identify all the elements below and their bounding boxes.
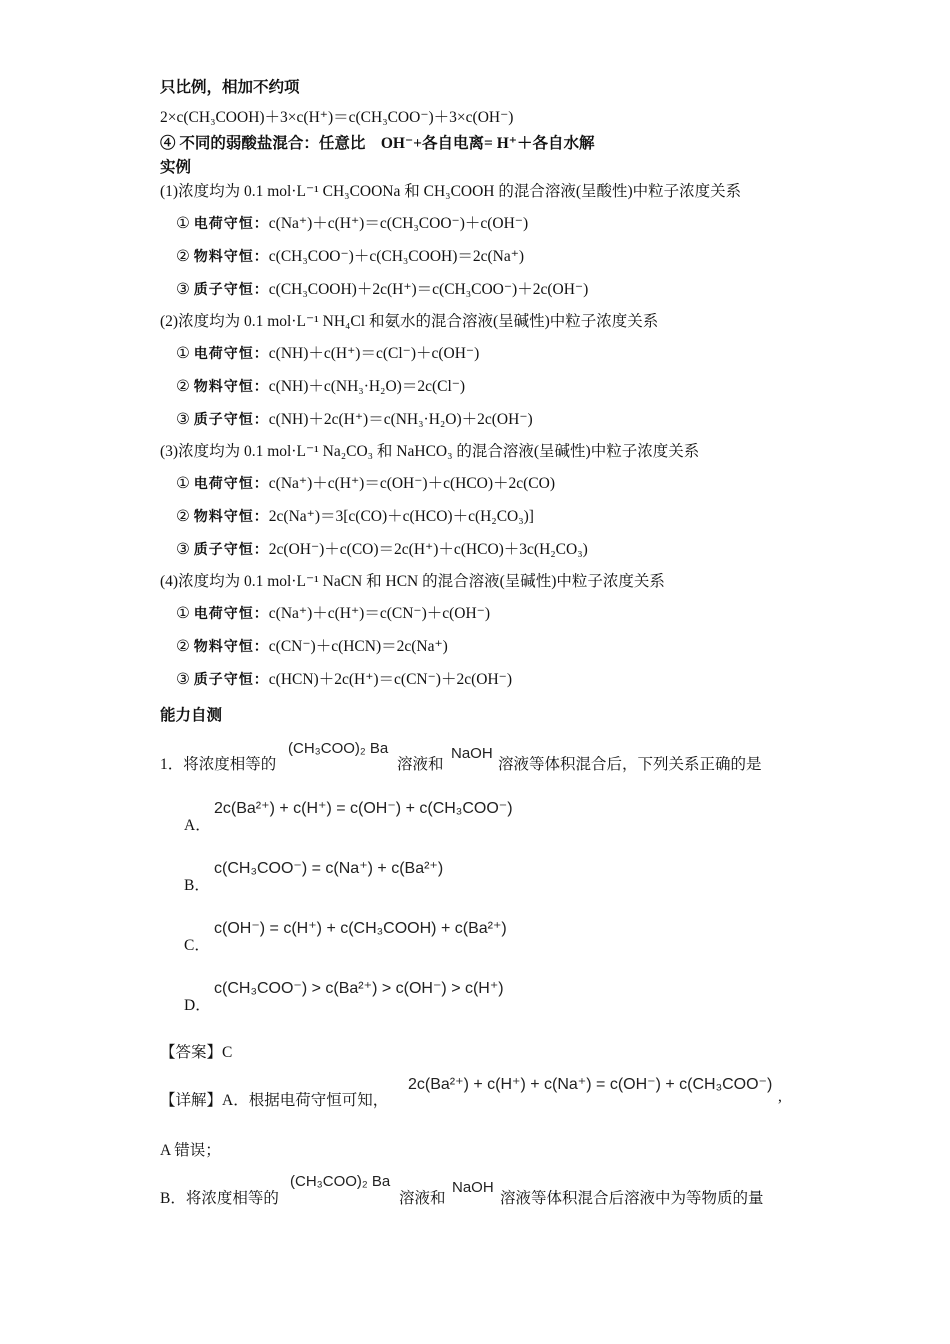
conservation-label: 质子守恒：: [193, 412, 269, 428]
conservation-row: [176, 344, 479, 364]
self-test-heading: 能力自测: [160, 707, 223, 724]
detail-math: 2c(Ba²⁺) + c(H⁺) + c(Na⁺) = c(OH⁻) + c(CH₃COO⁻): [408, 1076, 773, 1093]
row-number: ②: [176, 508, 190, 525]
conservation-label: 物料守恒：: [193, 379, 269, 395]
conservation-label: 电荷守恒：: [193, 216, 269, 232]
section-heading: 只比例，相加不约项: [160, 79, 300, 96]
detail-label: 【详解】A．根据电荷守恒可知，: [160, 1092, 389, 1109]
example-title: (2)浓度均为 0.1 mol·L⁻¹ NH₄Cl 和氨水的混合溶液(呈碱性)中粒子浓度关系: [160, 313, 659, 330]
conservation-label: 质子守恒：: [193, 282, 269, 298]
conservation-equation: c(Na⁺)＋c(H⁺)＝c(CH₃COO⁻)＋c(OH⁻): [268, 215, 529, 232]
example-title: (1)浓度均为 0.1 mol·L⁻¹ CH₃COONa 和 CH₃COOH 的混合溶液(呈酸性)中粒子浓度关系: [160, 183, 742, 200]
detail-b-formula-naoh: NaOH: [452, 1179, 494, 1196]
row-number: ①: [176, 345, 190, 362]
option-c-math: c(OH⁻) = c(H⁺) + c(CH₃COOH) + c(Ba²⁺): [214, 920, 507, 937]
conservation-row: [176, 410, 533, 430]
conservation-equation: c(NH)＋2c(H⁺)＝c(NH₃·H₂O)＋2c(OH⁻): [268, 411, 533, 428]
q1-suffix: 溶液等体积混合后，下列关系正确的是: [498, 756, 762, 773]
conservation-label: 电荷守恒：: [193, 606, 269, 622]
conservation-equation: 2c(Na⁺)＝3[c(CO)＋c(HCO)＋c(H₂CO₃)]: [268, 508, 534, 525]
ratio-equation: 2×c(CH₃COOH)＋3×c(H⁺)＝c(CH₃COO⁻)＋3×c(OH⁻): [160, 109, 514, 126]
conservation-label: 质子守恒：: [193, 672, 269, 688]
detail-a-wrong: A 错误；: [160, 1142, 221, 1159]
examples-heading: 实例: [160, 159, 192, 176]
option-a-math: 2c(Ba²⁺) + c(H⁺) = c(OH⁻) + c(CH₃COO⁻): [214, 800, 513, 817]
conservation-row: [176, 540, 588, 560]
conservation-label: 电荷守恒：: [193, 346, 269, 362]
example-title: (4)浓度均为 0.1 mol·L⁻¹ NaCN 和 HCN 的混合溶液(呈碱性)中粒子浓度关系: [160, 573, 665, 590]
conservation-equation: 2c(OH⁻)＋c(CO)＝2c(H⁺)＋c(HCO)＋3c(H₂CO₃): [268, 541, 588, 558]
option-d-letter[interactable]: D．: [184, 997, 211, 1014]
conservation-row: [176, 670, 512, 690]
conservation-row: [176, 377, 465, 397]
detail-b-prefix: B．将浓度相等的: [160, 1190, 279, 1207]
rule-4: ④ 不同的弱酸盐混合：任意比 OH⁻+各自电离= H⁺＋各自水解: [160, 135, 595, 152]
row-number: ②: [176, 638, 190, 655]
conservation-equation: c(CH₃COOH)＋2c(H⁺)＝c(CH₃COO⁻)＋2c(OH⁻): [268, 281, 589, 298]
option-d-math: c(CH₃COO⁻) > c(Ba²⁺) > c(OH⁻) > c(H⁺): [214, 980, 504, 997]
conservation-label: 物料守恒：: [193, 639, 269, 655]
conservation-row: [176, 247, 524, 267]
detail-b-mid: 溶液和: [399, 1190, 446, 1207]
conservation-equation: c(HCN)＋2c(H⁺)＝c(CN⁻)＋2c(OH⁻): [268, 671, 512, 688]
conservation-row: [176, 604, 490, 624]
row-number: ③: [176, 541, 190, 558]
conservation-label: 电荷守恒：: [193, 476, 269, 492]
conservation-row: [176, 637, 448, 657]
q1-formula-barium-acetate: (CH₃COO)₂ Ba: [288, 740, 389, 757]
detail-b-formula-barium-acetate: (CH₃COO)₂ Ba: [290, 1173, 391, 1190]
row-number: ①: [176, 605, 190, 622]
conservation-equation: c(NH)＋c(NH₃·H₂O)＝2c(Cl⁻): [268, 378, 466, 395]
option-a-letter[interactable]: A．: [184, 817, 211, 834]
q1-formula-naoh: NaOH: [451, 745, 493, 762]
conservation-row: [176, 214, 528, 234]
option-b-math: c(CH₃COO⁻) = c(Na⁺) + c(Ba²⁺): [214, 860, 444, 877]
row-number: ①: [176, 475, 190, 492]
row-number: ③: [176, 411, 190, 428]
conservation-equation: c(CH₃COO⁻)＋c(CH₃COOH)＝2c(Na⁺): [268, 248, 525, 265]
row-number: ①: [176, 215, 190, 232]
conservation-equation: c(NH)＋c(H⁺)＝c(Cl⁻)＋c(OH⁻): [268, 345, 480, 362]
conservation-label: 质子守恒：: [193, 542, 269, 558]
answer: 【答案】C: [160, 1044, 233, 1061]
detail-comma: ,: [778, 1088, 782, 1105]
conservation-row: [176, 474, 555, 494]
conservation-row: [176, 280, 588, 300]
option-b-letter[interactable]: B．: [184, 877, 210, 894]
example-title: (3)浓度均为 0.1 mol·L⁻¹ Na₂CO₃ 和 NaHCO₃ 的混合溶液(呈碱性)中粒子浓度关系: [160, 443, 700, 460]
conservation-equation: c(CN⁻)＋c(HCN)＝2c(Na⁺): [268, 638, 448, 655]
row-number: ②: [176, 378, 190, 395]
conservation-label: 物料守恒：: [193, 509, 269, 525]
conservation-label: 物料守恒：: [193, 249, 269, 265]
row-number: ②: [176, 248, 190, 265]
conservation-row: [176, 507, 534, 527]
row-number: ③: [176, 281, 190, 298]
q1-prefix: 1．将浓度相等的: [160, 756, 277, 773]
q1-mid: 溶液和: [397, 756, 444, 773]
conservation-equation: c(Na⁺)＋c(H⁺)＝c(CN⁻)＋c(OH⁻): [268, 605, 491, 622]
row-number: ③: [176, 671, 190, 688]
option-c-letter[interactable]: C．: [184, 937, 210, 954]
conservation-equation: c(Na⁺)＋c(H⁺)＝c(OH⁻)＋c(HCO)＋2c(CO): [268, 475, 556, 492]
detail-b-suffix: 溶液等体积混合后溶液中为等物质的量: [500, 1190, 764, 1207]
